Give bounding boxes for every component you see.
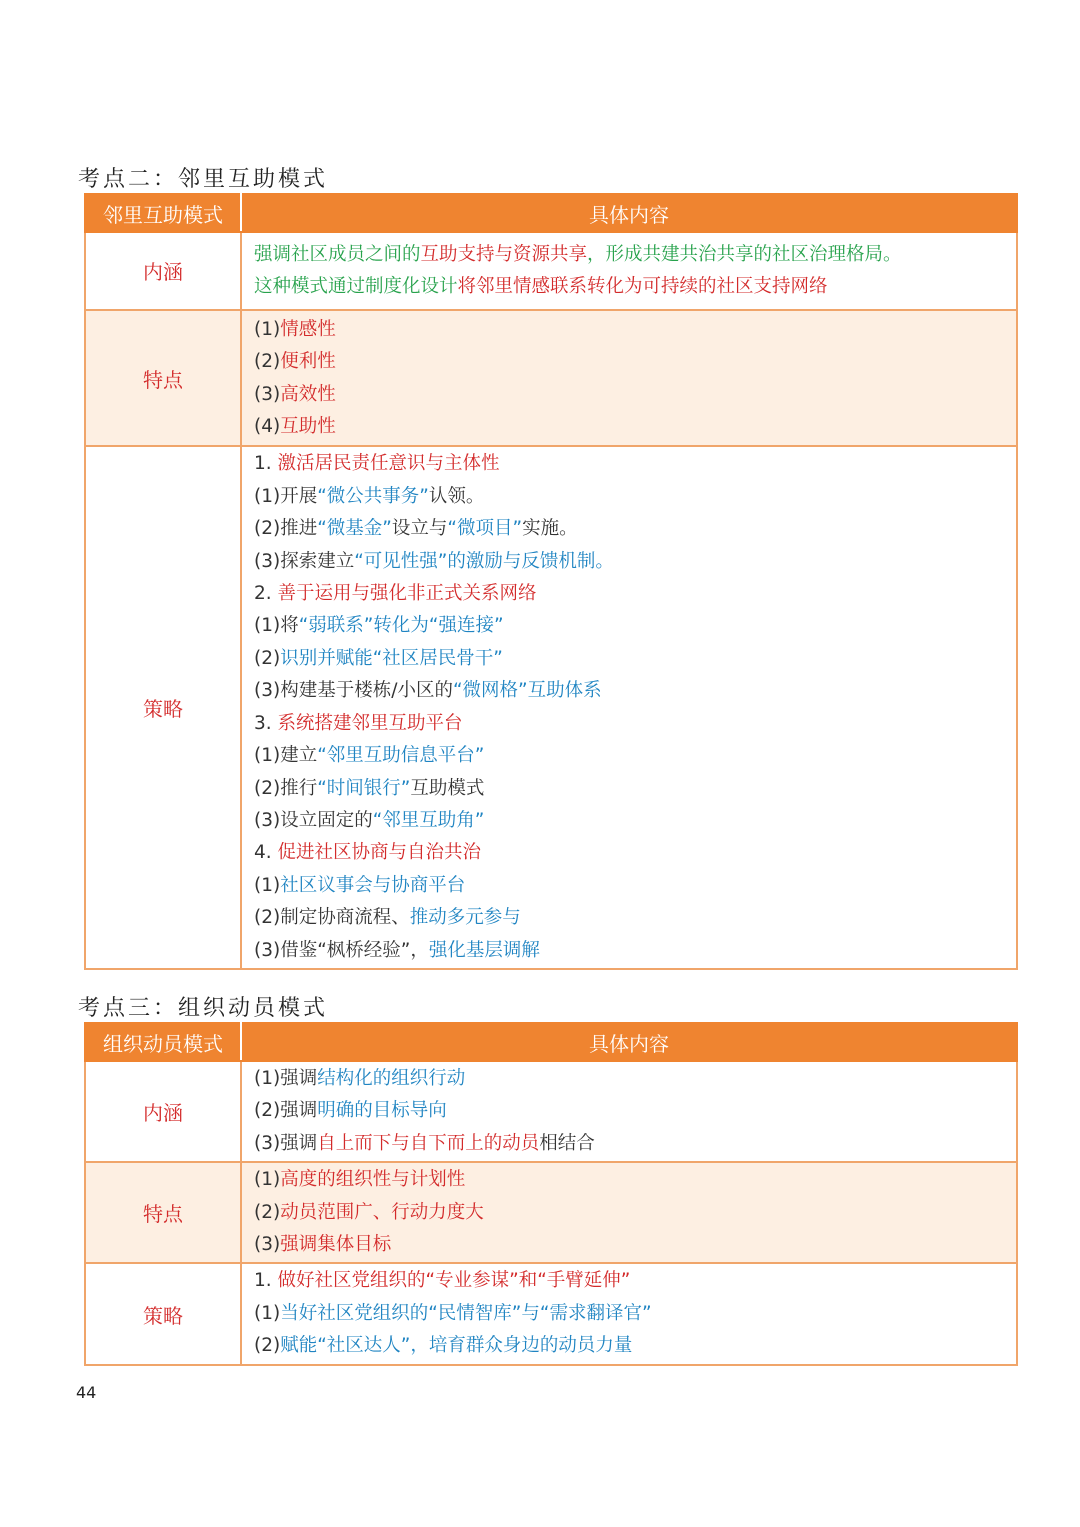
text-segment: (1)将 bbox=[254, 615, 299, 637]
content-line bbox=[254, 708, 1004, 740]
text-segment: 高度的组织性与计划性 bbox=[280, 1169, 466, 1191]
content-line bbox=[254, 1298, 1004, 1330]
content-line bbox=[254, 314, 1004, 346]
table-header-row bbox=[85, 1023, 1017, 1061]
content-line bbox=[254, 1265, 1004, 1297]
text-segment: (3)探索建立 bbox=[254, 550, 355, 572]
text-segment: (1) bbox=[254, 1169, 281, 1191]
section-title-3: 考点三：组织动员模式 bbox=[78, 996, 329, 1021]
text-segment: (1) bbox=[254, 874, 281, 896]
text-segment: 强化基层调解 bbox=[428, 939, 540, 961]
content-line bbox=[254, 935, 1004, 967]
content-line bbox=[254, 239, 1004, 271]
text-segment: 识别并赋能“社区居民骨干” bbox=[280, 647, 503, 669]
text-segment: 实施。 bbox=[522, 518, 578, 540]
text-segment: (2)强调 bbox=[254, 1100, 318, 1122]
content-line bbox=[254, 805, 1004, 837]
text-segment: “微项目” bbox=[447, 518, 523, 540]
content-line bbox=[254, 837, 1004, 869]
header-content: 具体内容 bbox=[241, 1023, 1017, 1061]
text-segment: (2) bbox=[254, 1335, 281, 1357]
text-segment: 激活居民责任意识与主体性 bbox=[277, 453, 500, 475]
text-segment: “微公共事务” bbox=[317, 485, 429, 507]
row-label: 特点 bbox=[85, 310, 241, 447]
text-segment: 结构化的组织行动 bbox=[317, 1068, 466, 1089]
text-segment: (3)强调 bbox=[254, 1132, 318, 1154]
text-segment: 3. bbox=[254, 712, 278, 734]
text-segment: 系统搭建邻里互助平台 bbox=[277, 712, 463, 734]
header-content: 具体内容 bbox=[241, 194, 1017, 232]
row-content bbox=[241, 310, 1017, 447]
text-segment: 1. bbox=[254, 453, 278, 475]
table-header-row bbox=[85, 194, 1017, 232]
row-connotation bbox=[85, 1061, 1017, 1162]
text-segment: 互助性 bbox=[280, 416, 336, 438]
row-content bbox=[241, 1263, 1017, 1364]
text-segment: 自上而下与自下而上的动员 bbox=[317, 1132, 540, 1154]
row-content bbox=[241, 232, 1017, 310]
content-line bbox=[254, 675, 1004, 707]
text-segment: 强调社区成员之间的 bbox=[254, 244, 421, 265]
text-segment: (1)建立 bbox=[254, 745, 318, 767]
text-segment: (1)开展 bbox=[254, 485, 318, 507]
text-segment: 1. bbox=[254, 1270, 278, 1292]
content-line bbox=[254, 1197, 1004, 1229]
text-segment: 推动多元参与 bbox=[409, 907, 521, 929]
text-segment: (1)强调 bbox=[254, 1068, 318, 1089]
content-line bbox=[254, 379, 1004, 411]
content-line bbox=[254, 1229, 1004, 1261]
content-line bbox=[254, 411, 1004, 443]
text-segment: 2. bbox=[254, 583, 278, 605]
text-segment: 赋能“社区达人”，培育群众身边的动员力量 bbox=[280, 1335, 633, 1357]
header-mode: 组织动员模式 bbox=[85, 1023, 241, 1061]
text-segment: “邻里互助角” bbox=[372, 809, 485, 831]
text-segment: 明确的目标导向 bbox=[317, 1100, 447, 1122]
content-line bbox=[254, 578, 1004, 610]
text-segment: (3) bbox=[254, 383, 281, 405]
content-line bbox=[254, 902, 1004, 934]
content-line bbox=[254, 346, 1004, 378]
row-label: 策略 bbox=[85, 446, 241, 969]
content-line bbox=[254, 271, 1004, 303]
row-label: 特点 bbox=[85, 1162, 241, 1263]
neighbor-mutual-aid-table bbox=[84, 193, 1018, 970]
text-segment: (2)制定协商流程、 bbox=[254, 907, 410, 929]
content-line bbox=[254, 610, 1004, 642]
text-segment: (1) bbox=[254, 1302, 281, 1324]
text-segment: 相结合 bbox=[539, 1132, 595, 1154]
row-content bbox=[241, 1061, 1017, 1162]
text-segment: 将邻里情感联系转化为可持续的社区支持网络 bbox=[457, 276, 828, 298]
content-line bbox=[254, 448, 1004, 480]
row-strategies bbox=[85, 446, 1017, 969]
text-segment: “弱联系”转化为“强连接” bbox=[298, 615, 504, 637]
text-segment: 互助模式 bbox=[410, 777, 485, 799]
text-segment: 善于运用与强化非正式关系网络 bbox=[277, 583, 537, 605]
content-line bbox=[254, 740, 1004, 772]
header-mode: 邻里互助模式 bbox=[85, 194, 241, 232]
content-line bbox=[254, 1063, 1004, 1095]
row-features bbox=[85, 1162, 1017, 1263]
organizational-mobilization-table bbox=[84, 1022, 1018, 1366]
text-segment: (2)推进 bbox=[254, 518, 318, 540]
text-segment: (3)构建基于楼栋/小区的 bbox=[254, 680, 453, 702]
text-segment: 认领。 bbox=[428, 485, 485, 507]
content-line bbox=[254, 1095, 1004, 1127]
text-segment: ，形成共建共治共享的社区治理格局。 bbox=[587, 244, 902, 265]
text-segment: 做好社区党组织的“专业参谋”和“手臂延伸” bbox=[277, 1270, 631, 1292]
text-segment: (2)推行 bbox=[254, 777, 318, 799]
text-segment: 这种模式通过制度化设计 bbox=[254, 276, 458, 298]
text-segment: 当好社区党组织的“民情智库”与“需求翻译官” bbox=[280, 1302, 652, 1324]
row-content bbox=[241, 446, 1017, 969]
text-segment: “微网格”互助体系 bbox=[452, 680, 602, 702]
text-segment: 设立与 bbox=[391, 518, 448, 540]
row-label: 策略 bbox=[85, 1263, 241, 1364]
text-segment: 4. bbox=[254, 842, 278, 864]
text-segment: (2) bbox=[254, 1201, 281, 1223]
content-line bbox=[254, 870, 1004, 902]
text-segment: 便利性 bbox=[280, 351, 336, 373]
text-segment: 强调集体目标 bbox=[280, 1234, 392, 1256]
text-segment: (3) bbox=[254, 1234, 281, 1256]
text-segment: 社区议事会与协商平台 bbox=[280, 874, 466, 896]
text-segment: (3)设立固定的 bbox=[254, 809, 373, 831]
text-segment: (4) bbox=[254, 416, 281, 438]
text-segment: 动员范围广、行动力度大 bbox=[280, 1201, 484, 1223]
text-segment: “时间银行” bbox=[317, 777, 411, 799]
content-line bbox=[254, 1330, 1004, 1362]
content-line bbox=[254, 481, 1004, 513]
content-line bbox=[254, 1164, 1004, 1196]
text-segment: 促进社区协商与自治共治 bbox=[277, 842, 482, 864]
text-segment: “邻里互助信息平台” bbox=[317, 745, 485, 767]
content-line bbox=[254, 643, 1004, 675]
content-line bbox=[254, 773, 1004, 805]
row-label: 内涵 bbox=[85, 1061, 241, 1162]
text-segment: “可见性强”的激励与反馈机制。 bbox=[354, 550, 614, 572]
section-title-2: 考点二：邻里互助模式 bbox=[78, 167, 329, 192]
text-segment: 高效性 bbox=[280, 383, 336, 405]
page-number: 44 bbox=[76, 1383, 97, 1402]
content-line bbox=[254, 546, 1004, 578]
text-segment: 互助支持与资源共享 bbox=[420, 244, 588, 265]
text-segment: “微基金” bbox=[317, 518, 392, 540]
row-label: 内涵 bbox=[85, 232, 241, 310]
text-segment: (2) bbox=[254, 647, 281, 669]
text-segment: 情感性 bbox=[280, 318, 336, 340]
row-connotation bbox=[85, 232, 1017, 310]
content-line bbox=[254, 513, 1004, 545]
text-segment: (3)借鉴“枫桥经验”， bbox=[254, 939, 429, 961]
row-content bbox=[241, 1162, 1017, 1263]
text-segment: (2) bbox=[254, 351, 281, 373]
text-segment: (1) bbox=[254, 318, 281, 340]
row-strategies bbox=[85, 1263, 1017, 1364]
content-line bbox=[254, 1128, 1004, 1160]
row-features bbox=[85, 310, 1017, 447]
